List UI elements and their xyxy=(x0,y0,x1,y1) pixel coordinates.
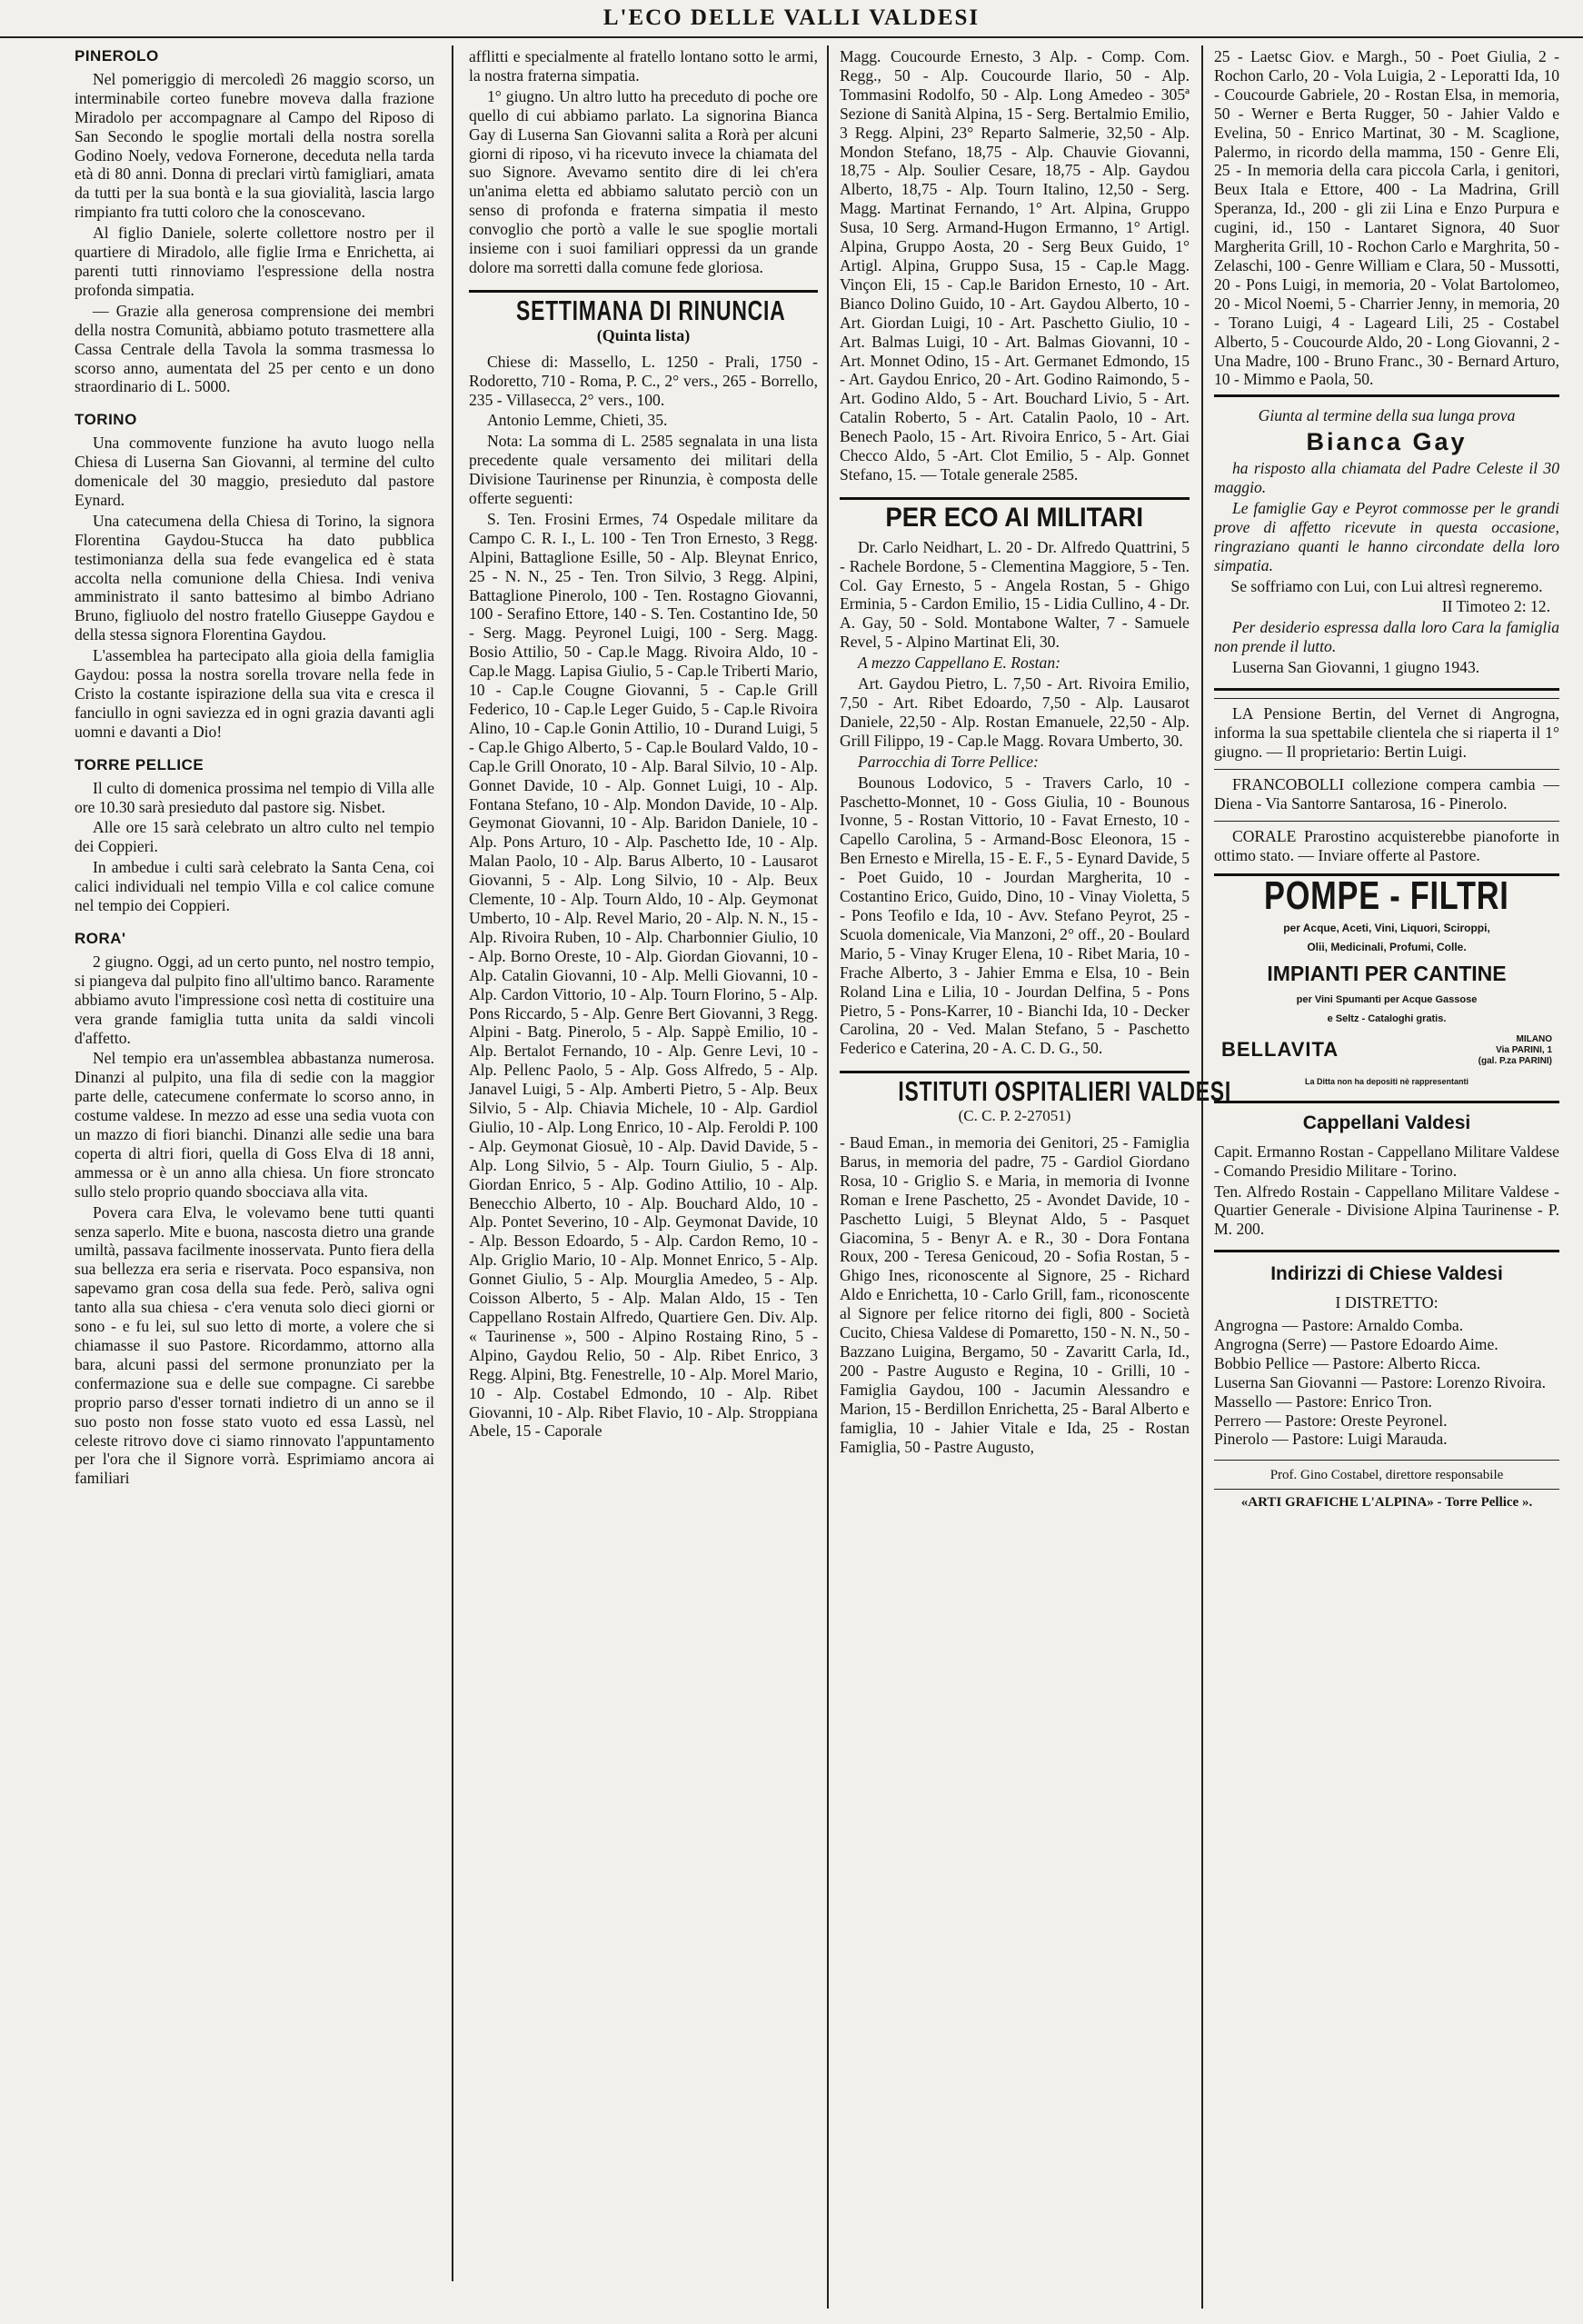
paragraph: In ambedue i culti sarà celebrato la Santa Cena, coi calici individuali nel tempio Villa e col calice comune nel tempio dei Coppieri. xyxy=(75,858,434,915)
paragraph: Il culto di domenica prossima nel tempio di Villa alle ore 10.30 sarà presieduto dal pastore sig. Nisbet. xyxy=(75,778,434,816)
ad-line: e Seltz - Cataloghi gratis. xyxy=(1327,1012,1447,1024)
ad-brand: BELLAVITA xyxy=(1221,1038,1339,1062)
paragraph: 1° giugno. Un altro lutto ha preceduto di poche ore quello di cui abbiamo parlato. La signorina Bianca Gay di Luserna San Giovanni salita a Rorà per alcuni giorni di riposo, vi ha ricevuto invece la chiamata del suo Signore. Avevamo sentito dire di lei ch'era un'anima eletta ed abbiamo salutato perciò con un senso di profonda e fraterna simpatia il mesto convoglio che portò a valle le sue spoglie mortali insieme con i suoi familiari oppressi da un grande dolore ma sorretti dalla comune fede gloriosa. xyxy=(469,86,818,276)
paragraph: Bounous Lodovico, 5 - Travers Carlo, 10 - Paschetto-Monnet, 10 - Goss Giulia, 10 - Bounous Ivonne, 5 - Rostan Vittorio, 10 - Favat Ernesto, 10 - Capello Carolina, 5 - Armand-Bosc Eleonora, 15 - Ben Ernesto e Mirella, 15 - E. F., 5 - Eynard Davide, 5 - Poet Guido, 10 - Jourdan Margherita, 10 - Costantino Erico, Guido, Dino, 10 - Vinay Violetta, 5 - Pons Teofilo e Ida, 10 - Avv. Stefano Peyrot, 25 - Scuola domenicale, Via Manzoni, 2° off., 20 - Boulard Mario, 5 - Vinay Kruger Elena, 10 - Ribet Maria, 10 - Frache Alberto, 3 - Jahier Emma e Elsa, 10 - Bein Roland Lina e Lilia, 10 - Jourdan Delfina, 5 - Pons Pietro, 5 - Pons-Karrer, 10 - Bianchi Ida, 10 - Decker Carolina, 20 - Ved. Malan Stefano, 5 - Paschetto Federico e Caterina, 20 - A. C. D. G., 50. xyxy=(840,773,1190,1058)
printer-credit: «ARTI GRAFICHE L'ALPINA» - Torre Pellice ». xyxy=(1214,1489,1559,1512)
obituary-intro: Giunta al termine della sua lunga prova xyxy=(1258,406,1516,425)
notice-bertin xyxy=(1214,698,1559,762)
paragraph: Ten. Alfredo Rostain - Cappellano Militare Valdese - Quartier Generale - Divisione Alpina Taurinense - P. M. 200. xyxy=(1214,1182,1559,1239)
verse: Se soffriamo con Lui, con Lui altresì regneremo. xyxy=(1230,576,1543,595)
paragraph: Povera cara Elva, le volevamo bene tutti quanti senza saperlo. Mite e buona, nascosta dietro una grande umiltà, passava facilmente inosservata. Punto fiera della sua bellezza era seria e riservata. Poco espansiva, non sapevamo gran cosa della sua fede. Però, saliva ogni tanto alla sua chiesa - c'era venuta solo dieci giorni or sono - e fu lei, sul suo letto di morte, a volere che si chiamasse il suo Pastore. Ricordammo, attorno alla bara, alcuni passi del sermone pronunziato per la confermazione sua e delle sue compagne. Ci sarebbe proprio parso d'esser tornati indietro di un anno se il suo posto non fosse stato vuoto ed essa Lassù, nel celeste ritrovo dove ci siamo rinnovato l'appuntamento per l'ora che il Signore vorrà. Esprimiamo ancora ai familiari xyxy=(75,1202,434,1488)
settimana-subtitle: (Quinta lista) xyxy=(596,325,691,344)
address-list xyxy=(1214,1316,1559,1449)
paragraph: Per desiderio espressa dalla loro Cara la famiglia non prende il lutto. xyxy=(1214,618,1559,656)
notice-francobolli xyxy=(1214,769,1559,813)
paragraph: ha risposto alla chiamata del Padre Celeste il 30 maggio. xyxy=(1214,459,1559,497)
paragraph: Al figlio Daniele, solerte collettore nostro per il quartiere di Miradolo, alle figlie Irma e Enrichetta, ai parenti tutti rinnoviamo l'espressione della nostra profonda simpatia. xyxy=(75,224,434,299)
address-item: Perrero — Pastore: Oreste Peyronel. xyxy=(1214,1411,1448,1430)
paragraph: CORALE Prarostino acquisterebbe pianoforte in ottimo stato. — Inviare offerte al Pastore. xyxy=(1214,826,1559,864)
paragraph: 25 - Laetsc Giov. e Margh., 50 - Poet Giulia, 2 - Rochon Carlo, 20 - Vola Luigia, 2 - Leporatti Ida, 10 - Coucourde Gabriele, 20 - Rostan Elsa, in memoria, 50 - Werner e Berta Rugger, 50 - Jahier Valdo e Evelina, 50 - Enrico Martinat, 30 - M. Scaglione, Palermo, in ricordo della mamma, 150 - Genre Eli, 25 - In memoria della cara piccola Carla, i genitori, Beux Itala e Ettore, 400 - La Madrina, Grill Speranza, Id., 200 - gli zii Lina e Enzo Purpura e cugini, id., 150 - Lantaret Signora, 40 Suor Margherita Grill, 10 - Rochon Carlo e Marghrita, 50 - Zelaschi, 100 - Genre William e Clara, 50 - Mussotti, 20 - Pons Luigi, in memoria, 20 - Volat Bartolomeo, 20 - Micol Noemi, 5 - Charrier Jenny, in memoria, 20 - Torano Luigi, 4 - Lageard Lili, 25 - Costabel Alberto, 5 - Coucourde Aldo, 20 - Long Giovanni, 2 - Una Madre, 100 - Bruno Franc., 30 - Bernard Arturo, 10 - Mimmo e Paola, 50. xyxy=(1214,47,1559,389)
paragraph: Art. Gaydou Pietro, L. 7,50 - Art. Rivoira Emilio, 7,50 - Art. Ribet Edoardo, 7,50 - Alp. Lausarot Daniele, 22,50 - Alp. Rostan Emanuele, 22,50 - Alp. Grill Filippo, 19 - Cap.le Magg. Rovara Umberto, 30. xyxy=(840,674,1190,750)
settimana-header xyxy=(469,290,818,345)
section-title-pinerolo: PINEROLO xyxy=(75,47,159,65)
obituary-date: Luserna San Giovanni, 1 giugno 1943. xyxy=(1232,658,1480,677)
paragraph: L'assemblea ha partecipato alla gioia della famiglia Gaydou: possa la nostra sorella trovare nella fede in Cristo la costante ispirazione della sua vita e cresca il fanciullo in ogni saviezza ed in ogni grazia davanti agli uomni e davanti a Dio! xyxy=(75,646,434,741)
ad-city: MILANO xyxy=(1516,1033,1552,1044)
paragraph: S. Ten. Frosini Ermes, 74 Ospedale militare da Campo C. R. I., L. 100 - Ten Tron Ernesto, 3 Regg. Alpini, Battaglione Esille, 50 - Alp. Bleynat Enrico, 25 - N. N., 25 - Ten. Tron Silvio, 3 Regg. Alpini, Battaglione Pinerolo, 100 - Ten. Rostagno Giovanni, 100 - Serafino Ettore, 140 - S. Ten. Costantino Ide, 50 - Serg. Magg. Peyronel Luigi, 100 - Serg. Magg. Bosio Attilio, 50 - Cap.le Magg. Rivoira Aldo, 10 - Cap.le Magg. Lapisa Giulio, 5 - Cap.le Triberti Mario, 10 - Cap.le Cougne Giovanni, 5 - Cap.le Grill Federico, 10 - Cap.le Leger Guido, 5 - Cap.le Rivoira Alino, 10 - Cap.le Gonin Attilio, 10 - Durand Luigi, 5 - Cap.le Ghigo Alberto, 5 - Cap.le Boulard Valdo, 10 - Cap.le Grill Onorato, 10 - Alp. Baral Silvio, 10 - Alp. Gonnet Davide, 10 - Alp. Gonnet Luigi, 10 - Alp. Fontana Stefano, 10 - Alp. Mondon Davide, 10 - Alp. Geymonat Giovanni, 10 - Alp. Baridon Daniele, 10 - Alp. Pons Arturo, 10 - Alp. Paschetto Ide, 10 - Alp. Malan Paolo, 10 - Alp. Barus Alberto, 10 - Lausarot Giovanni, 5 - Alp. Long Silvio, 10 - Alp. Beux Clemente, 10 - Alp. Tourn Aldo, 10 - Alp. Geymonat Umberto, 10 - Alp. Revel Mario, 20 - Alp. N. N., 15 - Alp. Rivoira Ruben, 10 - Alp. Charbonnier Giulio, 10 - Alp. Borno Oreste, 10 - Alp. Giordan Giovanni, 10 - Alp. Catalin Giovanni, 10 - Alp. Melli Giovanni, 10 - Alp. Cardon Vittorio, 10 - Alp. Tourn Florino, 5 - Alp. Pons Riccardo, 5 - Alp. Genre Bert Giovanni, 3 Regg. Alpini - Batg. Pinerolo, 5 - Alp. Sappè Emilio, 10 - Alp. Bertalot Fernando, 10 - Alp. Genre Levi, 10 - Alp. Pellenc Paolo, 5 - Alp. Goss Alfredo, 5 - Alp. Janavel Luigi, 5 - Alp. Amberti Pietro, 5 - Alp. Beux Silvio, 5 - Alp. Chiavia Michele, 10 - Alp. Gardiol Giulio, 10 - Alp. Long Enrico, 10 - Alp. Feroldi P. 100 - Alp. Geymonat Giosuè, 10 - Alp. David Davide, 5 - Alp. Long Silvio, 5 - Alp. Tourn Giulio, 5 - Alp. Giordan Enrico, 5 - Alp. Godino Attilio, 10 - Alp. Benecchio Alberto, 10 - Alp. Bouchard Aldo, 10 - Alp. Pontet Severino, 10 - Alp. Geymonat Davide, 10 - Alp. Besson Edoardo, 5 - Alp. Cardon Remo, 10 - Alp. Griglio Mario, 10 - Alp. Monnet Enrico, 5 - Alp. Gonnet Giulio, 5 - Alp. Mourglia Amedeo, 5 - Alp. Coisson Alberto, 5 - Alp. Malan Aldo, 15 - Ten Cappellano Rostain Alfredo, Quartiere Gen. Div. Alp. « Taurinense », 500 - Alpino Rostaing Rino, 5 - Alpino, Gaydou Relio, 50 - Alp. Ribet Enrico, 3 Regg. Alpini, Btg. Fenestrelle, 10 - Alp. Morel Mario, 10 - Alp. Costabel Edmondo, 10 - Alp. Ribet Giovanni, 10 - Alp. Ribet Flavio, 10 - Alp. Stroppiana Abele, 15 - Caporale xyxy=(469,509,818,1441)
ad-line: Olii, Medicinali, Profumi, Colle. xyxy=(1307,941,1467,954)
ad-line: per Vini Spumanti per Acque Gassose xyxy=(1296,994,1478,1006)
ad-title: POMPE - FILTRI xyxy=(1264,873,1509,919)
eco-militari-title: PER ECO AI MILITARI xyxy=(885,502,1144,533)
ad-line: per Acque, Aceti, Vini, Liquori, Sciroppi, xyxy=(1283,922,1490,935)
address-item: Angrogna (Serre) — Pastore Edoardo Aime. xyxy=(1214,1334,1498,1353)
column-1 xyxy=(75,47,434,2274)
paragraph: - Baud Eman., in memoria dei Genitori, 25 - Famiglia Barus, in memoria del padre, 75 - Gardiol Giordano Rosa, 10 - Griglio S. e Maria, in memoria di Ivonne Roman e Irene Paschetto, 25 - Avondet Davide, 10 - Paschetto Luigi, 5 Bleynat Aldo, 5 - Pasquet Giacomina, 5 - Benyr A. e R., 30 - Dora Fontana Roux, 200 - Teresa Genicoud, 20 - Sofia Rostan, 5 - Ghigo Ines, riconoscente al Signore, 25 - Richard Aldo e Enrichetta, 10 - Carlo Grill, fam., riconoscente al Signore per felice ritorno dei figli, 800 - Società Cucito, Chiesa Valdese di Pomaretto, 150 - N. N., 50 - Bazzano Luigina, Bergamo, 50 - Zavaritt Carla, Id., 200 - Pastre Augusto e Regina, 10 - Grilli, 10 - Famiglia Gaydou, 100 - Jacumin Alessandro e Marion, 15 - Berdillon Enrichetta, 25 - Baral Alberto e famiglia, 10 - Jahier Vitale e Ida, 25 - Rostan Famiglia, 50 - Pastre Augusto, xyxy=(840,1133,1190,1456)
istituti-subtitle: (C. C. P. 2-27051) xyxy=(958,1107,1071,1125)
column-4 xyxy=(1214,47,1559,2310)
istituti-header xyxy=(840,1071,1231,1126)
paragraph: — Grazie alla generosa comprensione dei membri della nostra Comunità, abbiamo potuto trasmettere alla Cassa Centrale della Tavola la somma trasmessa lo scorso anno, aumentata del 25 per cento e un dono straordinario di L. 5000. xyxy=(75,301,434,396)
section-title-torino: TORINO xyxy=(75,411,137,429)
ad-brand-row xyxy=(1221,1034,1552,1067)
eco-militari-header xyxy=(840,497,1190,531)
obituary-name: Bianca Gay xyxy=(1306,428,1468,456)
column-divider xyxy=(452,45,453,2281)
address-item: Bobbio Pellice — Pastore: Alberto Ricca. xyxy=(1214,1353,1481,1372)
paragraph: Nel pomeriggio di mercoledì 26 maggio scorso, un interminabile corteo funebre moveva dalla frazione Miradolo per accompagnare al Campo del Riposo di San Secondo le spoglie mortali della nostra sorella Godino Noely, vedova Fornerone, deceduta nella tarda età di 80 anni. Donna di preclari virtù famigliari, amata da tutti per la sua bontà e la sua giovialità, lascia largo rimpianto fra tutti coloro che la conoscevano. xyxy=(75,69,434,222)
ad-impianti: IMPIANTI PER CANTINE xyxy=(1267,962,1507,986)
column-divider xyxy=(827,45,829,2309)
paragraph: Una commovente funzione ha avuto luogo nella Chiesa di Luserna San Giovanni, al termine del culto domenicale del 30 maggio, presieduto dal pastore Eynard. xyxy=(75,434,434,509)
paragraph: Dr. Carlo Neidhart, L. 20 - Dr. Alfredo Quattrini, 5 - Rachele Bordone, 5 - Clementina Maggiore, 5 - Ten. Col. Gay Ernesto, 5 - Angela Rostan, 5 - Ghigo Erminia, 5 - Cardon Emilio, 15 - Lidia Cullino, 4 - Dr. A. Gay, 50 - Sold. Montabone Walter, 7 - Samuele Revel, 5 - Alpino Martinat Eli, 30. xyxy=(840,537,1190,652)
address-item: Massello — Pastore: Enrico Tron. xyxy=(1214,1391,1432,1411)
paragraph: FRANCOBOLLI collezione compera cambia — Diena - Via Santorre Santarosa, 16 - Pinerolo. xyxy=(1214,774,1559,813)
column-2 xyxy=(469,47,818,2310)
paragraph: Una catecumena della Chiesa di Torino, la signora Florentina Gaydou-Stucca ha dato pubblica testimonianza della sua fede evangelica ed è stata accolta nella comunione della Chiesa. Indi veniva amministrato il santo battesimo al bimbo Adriano Bruno, figliuolo del nostro fratello Giuseppe Gaydou e della stessa signora Florentina Gaydou. xyxy=(75,511,434,644)
settimana-title: SETTIMANA DI RINUNCIA xyxy=(516,294,786,326)
ad-address xyxy=(1478,1034,1552,1067)
ad-gallery: (gal. P.za PARINI) xyxy=(1478,1055,1552,1066)
section-title-rora: RORA' xyxy=(75,929,126,947)
paragraph: Antonio Lemme, Chieti, 35. xyxy=(487,411,668,430)
paragraph: Chiese di: Massello, L. 1250 - Prali, 1750 - Rodoretto, 710 - Roma, P. C., 2° vers., 265 - Borrello, 235 - Villasecca, 2° vers., 100. xyxy=(469,352,818,409)
ad-street: Via PARINI, 1 xyxy=(1496,1044,1552,1055)
masthead-title: L'ECO DELLE VALLI VALDESI xyxy=(602,5,981,30)
ad-note: La Ditta non ha depositi nè rappresentanti xyxy=(1304,1076,1469,1086)
column-divider xyxy=(1201,45,1203,2309)
paragraph: LA Pensione Bertin, del Vernet di Angrogna, informa la sua spettabile clientela che si riaperta il 1° giugno. — Il proprietario: Bertin Luigi. xyxy=(1214,704,1559,761)
istituti-title: ISTITUTI OSPITALIERI VALDESI xyxy=(898,1075,1231,1108)
paragraph: Nota: La somma di L. 2585 segnalata in una lista precedente quale versamento dei militari della Divisione Taurinense per Rinunzia, è composta delle offerte seguenti: xyxy=(469,432,818,508)
subheading: A mezzo Cappellano E. Rostan: xyxy=(858,653,1061,673)
paragraph: Magg. Coucourde Ernesto, 3 Alp. - Comp. Com. Regg., 50 - Alp. Coucourde Ilario, 50 - Alp. Tommasini Rodolfo, 50 - Alp. Long Amedeo - 305ª Sezione di Sanità Alpina, 15 - Serg. Bertalmio Emilio, 3 Regg. Alpini, 23° Reparto Salmerie, 32,50 - Alp. Mondon Stefano, 18,75 - Alp. Chauvie Giovanni, 18,75 - Alp. Soulier Cesare, 18,75 - Alp. Gaydou Alberto, 18,75 - Alp. Tourn Italino, 12,50 - Serg. Magg. Martinat Fernando, 1° Art. Alpina, Gruppo Susa, 10 Serg. Armand-Hugon Ermanno, 1° Artigl. Alpina, Gruppo Aosta, 20 - Serg Beux Guido, 1° Artigl. Alpina, Gruppo Susa, 15 - Cap.le Magg. Vinçon Eli, 15 - Cap.le Baridon Ernesto, 10 - Art. Bianco Dolino Guido, 10 - Art. Gaydou Alberto, 10 - Art. Giordan Luigi, 10 - Art. Paschetto Giulio, 10 - Art. Balmas Luigi, 10 - Art. Balmas Giovanni, 10 - Art. Monnet Odino, 15 - Art. Germanet Edmondo, 15 - Art. Gaydou Enrico, 20 - Art. Godino Raimondo, 5 - Art. Godino Aldo, 5 - Art. Bouchard Livio, 5 - Art. Catalin Roberto, 5 - Art. Catalin Paolo, 10 - Art. Benech Paolo, 15 - Art. Rivoira Enrico, 5 - Art. Giai Checco Aldo, 5 -Art. Clot Emilio, 5 - Alp. Gonnet Stefano, 15. — Totale generale 2585. xyxy=(840,47,1190,484)
distretto-label: I DISTRETTO: xyxy=(1335,1293,1439,1312)
column-3 xyxy=(840,47,1231,2310)
address-item: Angrogna — Pastore: Arnaldo Comba. xyxy=(1214,1316,1464,1335)
paragraph: afflitti e specialmente al fratello lontano sotto le armi, la nostra fraterna simpatia. xyxy=(469,47,818,85)
editor-credit: Prof. Gino Costabel, direttore responsabile xyxy=(1214,1460,1559,1485)
paragraph: Alle ore 15 sarà celebrato un altro culto nel tempio dei Coppieri. xyxy=(75,818,434,856)
paragraph: Nel tempio era un'assemblea abbastanza numerosa. Dinanzi al pulpito, una fila di sedie con la maggior parte delle, catecumene confermate lo scorso anno, in costume valdese. In mezzo ad esse una sedia vuota con un mazzo di fiori bianchi. Dinanzi alle sedie una bara coperta di altri fiori, quella di Goss Elva di 18 anni, ammessa or è un anno alla chiesa. Un fiore stroncato sullo stelo proprio quando sbocciava alla vita. xyxy=(75,1049,434,1201)
cappellani-title: Cappellani Valdesi xyxy=(1302,1112,1471,1133)
notice-corale xyxy=(1214,821,1559,865)
obituary-notice xyxy=(1214,394,1559,691)
subheading: Parrocchia di Torre Pellice: xyxy=(858,752,1039,771)
masthead xyxy=(0,0,1583,38)
section-title-torre-pellice: TORRE PELLICE xyxy=(75,755,204,773)
address-item: Pinerolo — Pastore: Luigi Marauda. xyxy=(1214,1430,1448,1449)
paragraph: Capit. Ermanno Rostan - Cappellano Militare Valdese - Comando Presidio Militare - Torino. xyxy=(1214,1142,1559,1180)
indirizzi-title: Indirizzi di Chiese Valdesi xyxy=(1214,1250,1559,1284)
verse-reference: II Timoteo 2: 12. xyxy=(1441,597,1550,616)
address-item: Luserna San Giovanni — Pastore: Lorenzo Rivoira. xyxy=(1214,1372,1546,1391)
paragraph: Le famiglie Gay e Peyrot commosse per le grandi prove di affetto ricevute in questa occasione, ringraziano quanti le hanno circondate della loro simpatia. xyxy=(1214,498,1559,574)
paragraph: 2 giugno. Oggi, ad un certo punto, nel nostro tempio, si piangeva dal pulpito fino all'ultimo banco. Raramente abbiamo avuto l'impressione così netta di costituire una vera grande famiglia tutta unita da saldi vincoli d'affetto. xyxy=(75,952,434,1047)
advertisement-pompe-filtri xyxy=(1214,873,1559,1102)
